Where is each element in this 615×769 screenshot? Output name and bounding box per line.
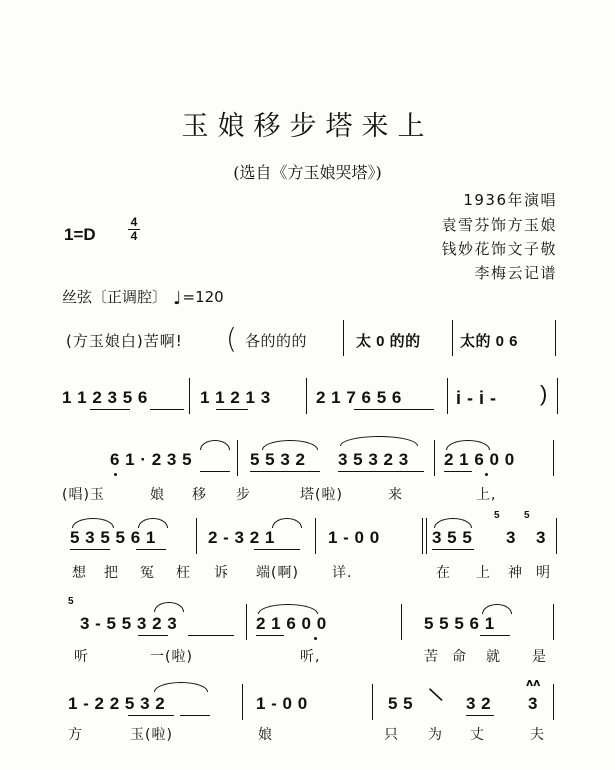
underline <box>188 635 234 636</box>
lyric: 上 <box>476 565 491 581</box>
credit-year: 1936年演唱 <box>463 191 557 209</box>
barline <box>306 378 307 414</box>
score-subtitle: (选自《方玉娘哭塔》) <box>233 163 382 182</box>
lyric: 塔(啦) <box>300 487 343 503</box>
measure-3-4: 2 1 6 0 0 <box>444 450 515 469</box>
barline <box>434 440 435 476</box>
slur <box>272 518 302 528</box>
lyric: 苦 <box>424 649 439 665</box>
barline <box>557 378 558 414</box>
barline <box>246 604 247 640</box>
barline <box>447 378 448 414</box>
tempo-marking <box>62 286 224 309</box>
lyric: 在 <box>436 565 451 581</box>
time-signature-bottom: 4 <box>130 229 138 243</box>
measure-4-5: 3 <box>506 528 516 547</box>
time-signature <box>125 216 143 243</box>
measure-5-1: 3 - 5 5 3 2 3 <box>80 614 178 633</box>
lyric: 方 <box>68 727 83 743</box>
measure-5-3: 5 5 5 6 1 <box>424 614 495 633</box>
measure-6-5: 3 <box>528 694 538 713</box>
barline <box>553 684 554 720</box>
slur <box>154 602 184 612</box>
lyric: 上, <box>476 487 497 503</box>
measure-6-1: 1 - 2 2 5 3 2 <box>68 694 166 713</box>
lower-octave-dot <box>114 473 117 476</box>
underline <box>354 409 434 410</box>
lyric: 诉 <box>214 565 229 581</box>
lyric: 想 <box>72 565 87 581</box>
measure-6-3: 5 5 <box>388 694 414 713</box>
measure-5-2: 2 1 6 0 0 <box>256 614 327 633</box>
lyric: 是 <box>532 649 547 665</box>
slur <box>138 518 168 528</box>
slur <box>340 436 418 446</box>
measure-2-2: 1 1 2 1 3 <box>200 388 271 407</box>
barline <box>343 320 344 356</box>
underline <box>444 471 472 472</box>
underline <box>180 715 210 716</box>
measure-2-3: 2 1 7 6 5 6 <box>316 388 402 407</box>
slur <box>258 604 318 614</box>
lyric: 为 <box>428 727 443 743</box>
lyric: 详. <box>332 565 353 581</box>
barline <box>555 320 556 356</box>
lyric: 神 <box>508 565 523 581</box>
underline <box>432 549 474 550</box>
lyric: 丈 <box>470 727 485 743</box>
barline <box>422 518 423 554</box>
lyric: 明 <box>536 565 551 581</box>
barline <box>553 604 554 640</box>
lyric: 移 <box>192 487 207 503</box>
credit-performer-1: 袁雪芬饰方玉娘 <box>441 216 557 234</box>
slur <box>262 440 318 450</box>
underline <box>216 409 248 410</box>
measure-1-1: 各的的的 <box>245 333 308 350</box>
slur <box>482 604 512 614</box>
measure-3-3: 3 5 3 2 3 <box>338 450 409 469</box>
barline <box>452 320 453 356</box>
underline <box>200 471 230 472</box>
lyric: 冤 <box>140 565 155 581</box>
slur <box>72 518 114 528</box>
lyric: 玉(啦) <box>130 727 173 743</box>
slur <box>434 518 472 528</box>
barline <box>189 378 190 414</box>
measure-1-3: 太的 0 6 <box>460 333 519 350</box>
grace-note: 5 <box>524 510 531 521</box>
credit-performer-2: 钱妙花饰文子敬 <box>441 240 557 258</box>
slur <box>446 440 490 450</box>
lyric: 来 <box>388 487 403 503</box>
credit-transcriber: 李梅云记谱 <box>474 264 557 282</box>
underline <box>138 635 168 636</box>
underline <box>256 635 284 636</box>
ornament-icon: ʌʌ <box>526 676 541 689</box>
open-paren: ( <box>226 322 237 355</box>
tempo-value: =120 <box>182 288 224 306</box>
underline <box>466 715 494 716</box>
measure-3-2: 5 5 3 2 <box>250 450 306 469</box>
barline <box>372 684 373 720</box>
underline <box>70 549 110 550</box>
measure-4-4: 3 5 5 <box>432 528 473 547</box>
underline <box>250 471 320 472</box>
slur <box>200 440 230 450</box>
lyric: 娘 <box>258 727 273 743</box>
spoken-line: (方玉娘白)苦啊! <box>66 332 183 350</box>
lyric: 夫 <box>530 727 545 743</box>
tempo-label: 丝弦〔正调腔〕 <box>62 288 168 306</box>
barline <box>401 604 402 640</box>
lyric: 只 <box>384 727 399 743</box>
underline <box>480 635 510 636</box>
measure-2-1: 1 1 2 3 5 6 <box>62 388 148 407</box>
underline <box>338 471 424 472</box>
measure-4-3: 1 - 0 0 <box>328 528 380 547</box>
close-paren: ) <box>540 381 548 406</box>
measure-1-2: 太 0 的的 <box>356 333 421 350</box>
measure-2-4: i - i - <box>456 388 497 408</box>
barline <box>553 440 554 476</box>
measure-4-2: 2 - 3 2 1 <box>208 528 275 547</box>
lyric: 把 <box>104 565 119 581</box>
slide-mark: \ <box>426 681 445 707</box>
underline <box>150 409 184 410</box>
quarter-note-icon: ♩ <box>173 288 182 309</box>
lyric: 步 <box>236 487 251 503</box>
lyric: 枉 <box>176 565 191 581</box>
lower-octave-dot <box>314 637 317 640</box>
time-signature-top: 4 <box>130 215 138 229</box>
underline <box>90 409 130 410</box>
lyric: 娘 <box>150 487 165 503</box>
barline <box>315 518 316 554</box>
lyric: 听, <box>300 649 321 665</box>
lyric: 一(啦) <box>150 649 193 665</box>
lyric: 端(啊) <box>256 565 299 581</box>
measure-3-1: 6 1 · 2 3 5 <box>110 450 193 469</box>
measure-6-4: 3 2 <box>466 694 492 713</box>
lyric: (唱)玉 <box>62 487 105 503</box>
underline <box>128 715 174 716</box>
barline <box>196 518 197 554</box>
slur <box>154 682 208 692</box>
measure-6-2: 1 - 0 0 <box>256 694 308 713</box>
underline <box>254 549 300 550</box>
lyric: 就 <box>486 649 501 665</box>
barline <box>242 684 243 720</box>
underline <box>136 549 166 550</box>
barline <box>426 518 427 554</box>
grace-note: 5 <box>68 596 75 607</box>
score-title: 玉娘移步塔来上 <box>181 111 434 142</box>
lyric: 听 <box>74 649 89 665</box>
lower-octave-dot <box>485 473 488 476</box>
measure-4-6: 3 <box>536 528 546 547</box>
barline <box>556 518 557 554</box>
grace-note: 5 <box>494 510 501 521</box>
lyric: 命 <box>452 649 467 665</box>
barline <box>237 440 238 476</box>
key-signature: 1=D <box>64 225 96 244</box>
measure-4-1: 5 3 5 5 6 1 <box>70 528 156 547</box>
